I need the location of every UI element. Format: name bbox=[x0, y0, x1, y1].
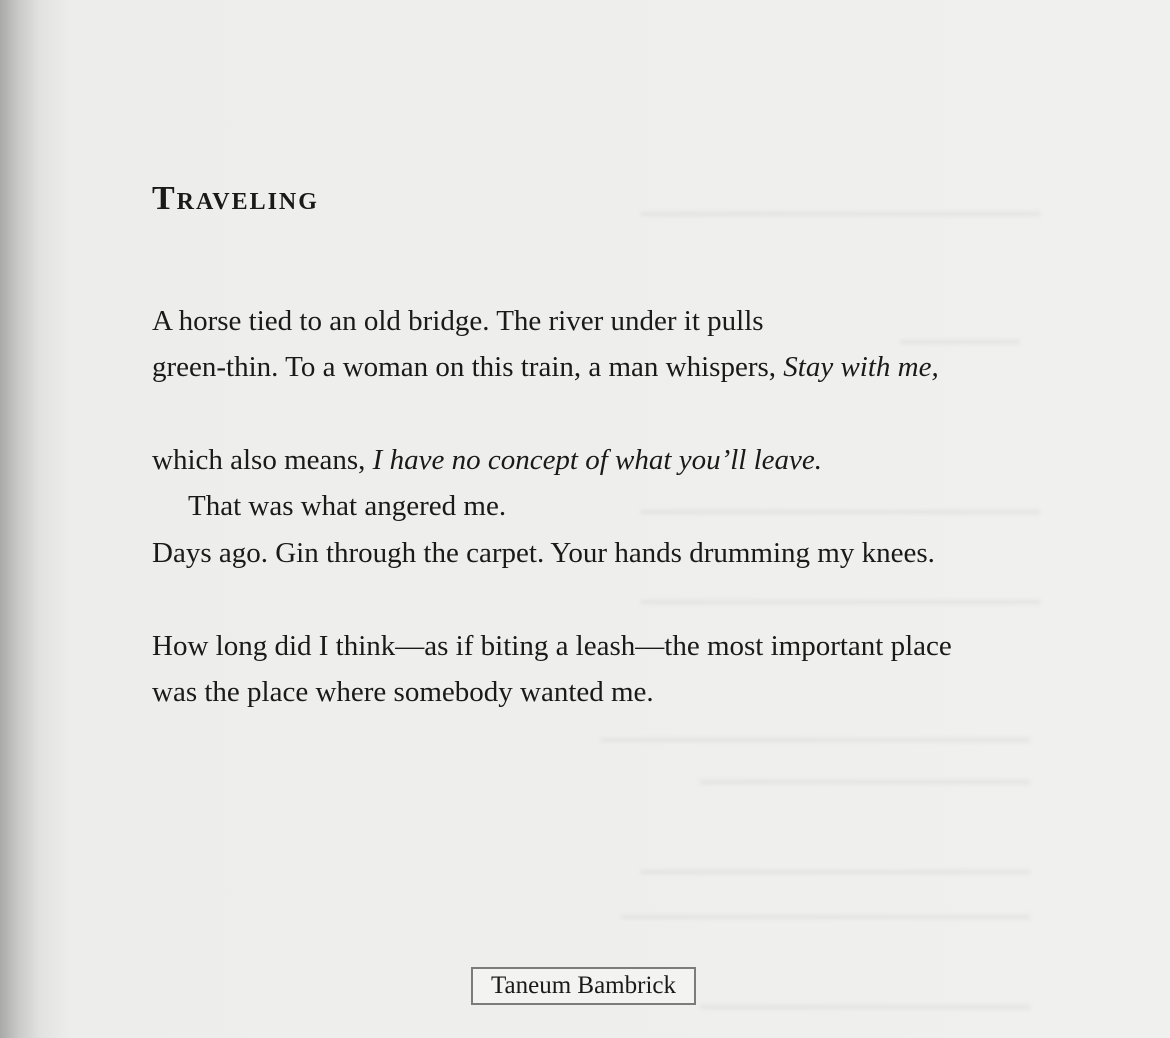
poem-line-text: That was what angered me. bbox=[188, 490, 507, 522]
bleed-through-line bbox=[640, 212, 1040, 216]
poem-line-italic: I have no concept of what you’ll leave. bbox=[372, 444, 823, 476]
poem-line-text: A horse tied to an old bridge. The river under it pulls bbox=[152, 305, 764, 337]
poem-line-text: green-thin. To a woman on this train, a man whispers, bbox=[152, 351, 784, 383]
bleed-through-line bbox=[900, 340, 1020, 344]
poem-line-4 bbox=[188, 490, 506, 523]
author-caption: Taneum Bambrick bbox=[471, 967, 696, 1005]
bleed-through-line bbox=[700, 1005, 1030, 1009]
poem-line-italic: Stay with me, bbox=[783, 351, 939, 383]
poem-title: Traveling bbox=[152, 180, 319, 217]
poem-line-text: was the place where somebody wanted me. bbox=[152, 676, 654, 708]
bleed-through-line bbox=[700, 780, 1030, 784]
poem-line-text: Days ago. Gin through the carpet. Your hands drumming my knees. bbox=[152, 537, 935, 569]
poem-line-7 bbox=[152, 676, 654, 709]
poem-line-2 bbox=[152, 351, 939, 384]
poem-line-5 bbox=[152, 537, 935, 570]
poem-line-6 bbox=[152, 630, 952, 663]
bleed-through-line bbox=[640, 510, 1040, 514]
poem-line-text: which also means, bbox=[152, 444, 373, 476]
bleed-through-line bbox=[600, 738, 1030, 742]
bleed-through-line bbox=[620, 915, 1030, 919]
bleed-through-line bbox=[640, 600, 1040, 604]
bleed-through-line bbox=[640, 870, 1030, 874]
poem-line-1 bbox=[152, 305, 764, 338]
poem-line-text: How long did I think—as if biting a leash—the most important place bbox=[152, 630, 952, 662]
poem-line-3 bbox=[152, 444, 822, 477]
